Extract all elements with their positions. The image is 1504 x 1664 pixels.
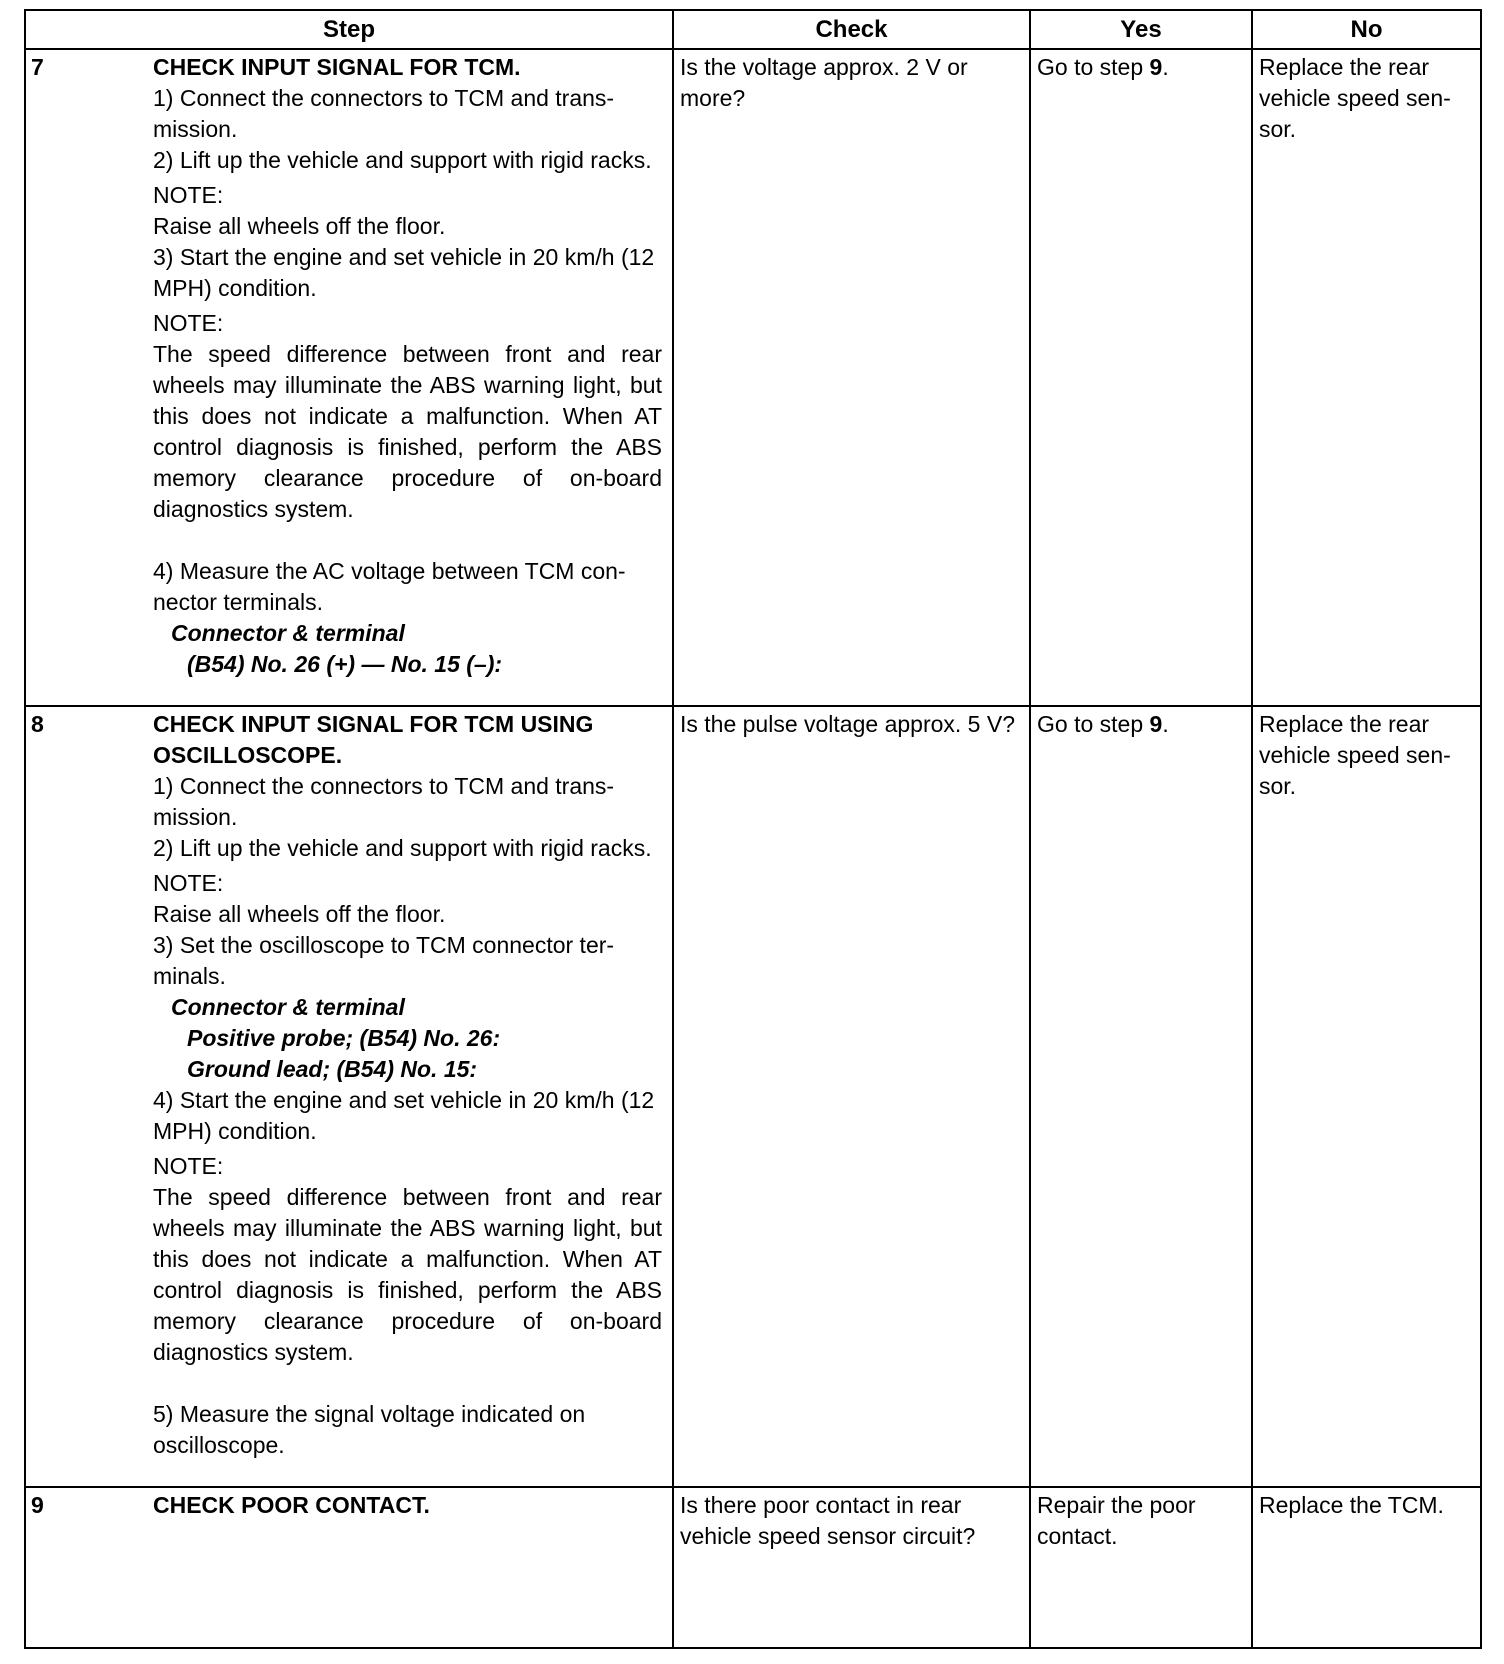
header-yes: Yes — [1030, 10, 1252, 49]
header-check: Check — [673, 10, 1030, 49]
yes-step-ref: 9 — [1149, 711, 1163, 737]
check-text: Is the voltage approx. 2 V or more? — [680, 54, 968, 111]
yes-cell — [1030, 49, 1252, 706]
step-number: 7 — [31, 54, 44, 80]
connector-terminal: (B54) No. 26 (+) — No. 15 (–): — [187, 651, 503, 677]
step-cell — [25, 706, 673, 1487]
substep: 5) Measure the signal voltage indicated on oscilloscope. — [153, 1401, 586, 1458]
diagnostic-table — [24, 9, 1482, 1649]
connector-label: Connector & terminal — [171, 620, 405, 646]
substep: 4) Start the engine and set vehicle in 20 km/h (12 MPH) condition. — [153, 1087, 655, 1144]
step-title: CHECK INPUT SIGNAL FOR TCM. — [153, 54, 521, 80]
note-text: The speed difference between front and rear wheels may illuminate the ABS warning light, but this does not indicate a malfunction. When AT control diagnosis is finished, perform the ABS memory clearance procedure of on-board diagnostics system. — [153, 1184, 662, 1365]
check-text: Is the pulse voltage approx. 5 V? — [680, 711, 1015, 737]
yes-text: Repair the poor contact. — [1037, 1492, 1196, 1549]
step-cell — [25, 49, 673, 706]
table-row — [25, 49, 1481, 706]
table-row — [25, 1487, 1481, 1648]
step-title: CHECK INPUT SIGNAL FOR TCM USING OSCILLOSCOPE. — [153, 711, 594, 768]
check-cell — [673, 706, 1030, 1487]
substep: 3) Start the engine and set vehicle in 20 km/h (12 MPH) condition. — [153, 244, 655, 301]
no-cell — [1252, 706, 1481, 1487]
step-number: 9 — [31, 1492, 44, 1518]
check-text: Is there poor contact in rear vehicle speed sensor circuit? — [680, 1492, 976, 1549]
yes-step-ref: 9 — [1149, 54, 1163, 80]
yes-text: Go to step 9. — [1037, 711, 1169, 737]
connector-label: Connector & terminal — [171, 994, 405, 1020]
yes-text: Go to step 9. — [1037, 54, 1169, 80]
note-label: NOTE: — [153, 1153, 224, 1179]
note-label: NOTE: — [153, 182, 224, 208]
step-cell — [25, 1487, 673, 1648]
no-text: Replace the TCM. — [1259, 1492, 1444, 1518]
substep: 1) Connect the connectors to TCM and trans-mission. — [153, 773, 615, 830]
step-number: 8 — [31, 711, 44, 737]
table-header-row — [25, 10, 1481, 49]
note-label: NOTE: — [153, 310, 224, 336]
substep: 2) Lift up the vehicle and support with rigid racks. — [153, 835, 652, 861]
no-cell — [1252, 1487, 1481, 1648]
no-text: Replace the rear vehicle speed sen-sor. — [1259, 711, 1451, 799]
step-instructions — [153, 1490, 666, 1521]
header-no: No — [1252, 10, 1481, 49]
step-instructions — [153, 52, 666, 680]
connector-ground-lead: Ground lead; (B54) No. 15: — [187, 1056, 478, 1082]
connector-positive-probe: Positive probe; (B54) No. 26: — [187, 1025, 501, 1051]
step-title: CHECK POOR CONTACT. — [153, 1492, 430, 1518]
substep: 1) Connect the connectors to TCM and trans-mission. — [153, 85, 615, 142]
check-cell — [673, 49, 1030, 706]
note-text: Raise all wheels off the floor. — [153, 213, 446, 239]
note-text: The speed difference between front and rear wheels may illuminate the ABS warning light, but this does not indicate a malfunction. When AT control diagnosis is finished, perform the ABS memory clearance procedure of on-board diagnostics system. — [153, 341, 662, 522]
note-text: Raise all wheels off the floor. — [153, 901, 446, 927]
check-cell — [673, 1487, 1030, 1648]
no-cell — [1252, 49, 1481, 706]
yes-cell — [1030, 1487, 1252, 1648]
substep: 3) Set the oscilloscope to TCM connector ter-minals. — [153, 932, 615, 989]
step-instructions — [153, 709, 666, 1461]
header-step: Step — [25, 10, 673, 49]
note-label: NOTE: — [153, 870, 224, 896]
no-text: Replace the rear vehicle speed sen-sor. — [1259, 54, 1451, 142]
yes-cell — [1030, 706, 1252, 1487]
substep: 2) Lift up the vehicle and support with rigid racks. — [153, 147, 652, 173]
table-row — [25, 706, 1481, 1487]
substep: 4) Measure the AC voltage between TCM con-nector terminals. — [153, 558, 626, 615]
